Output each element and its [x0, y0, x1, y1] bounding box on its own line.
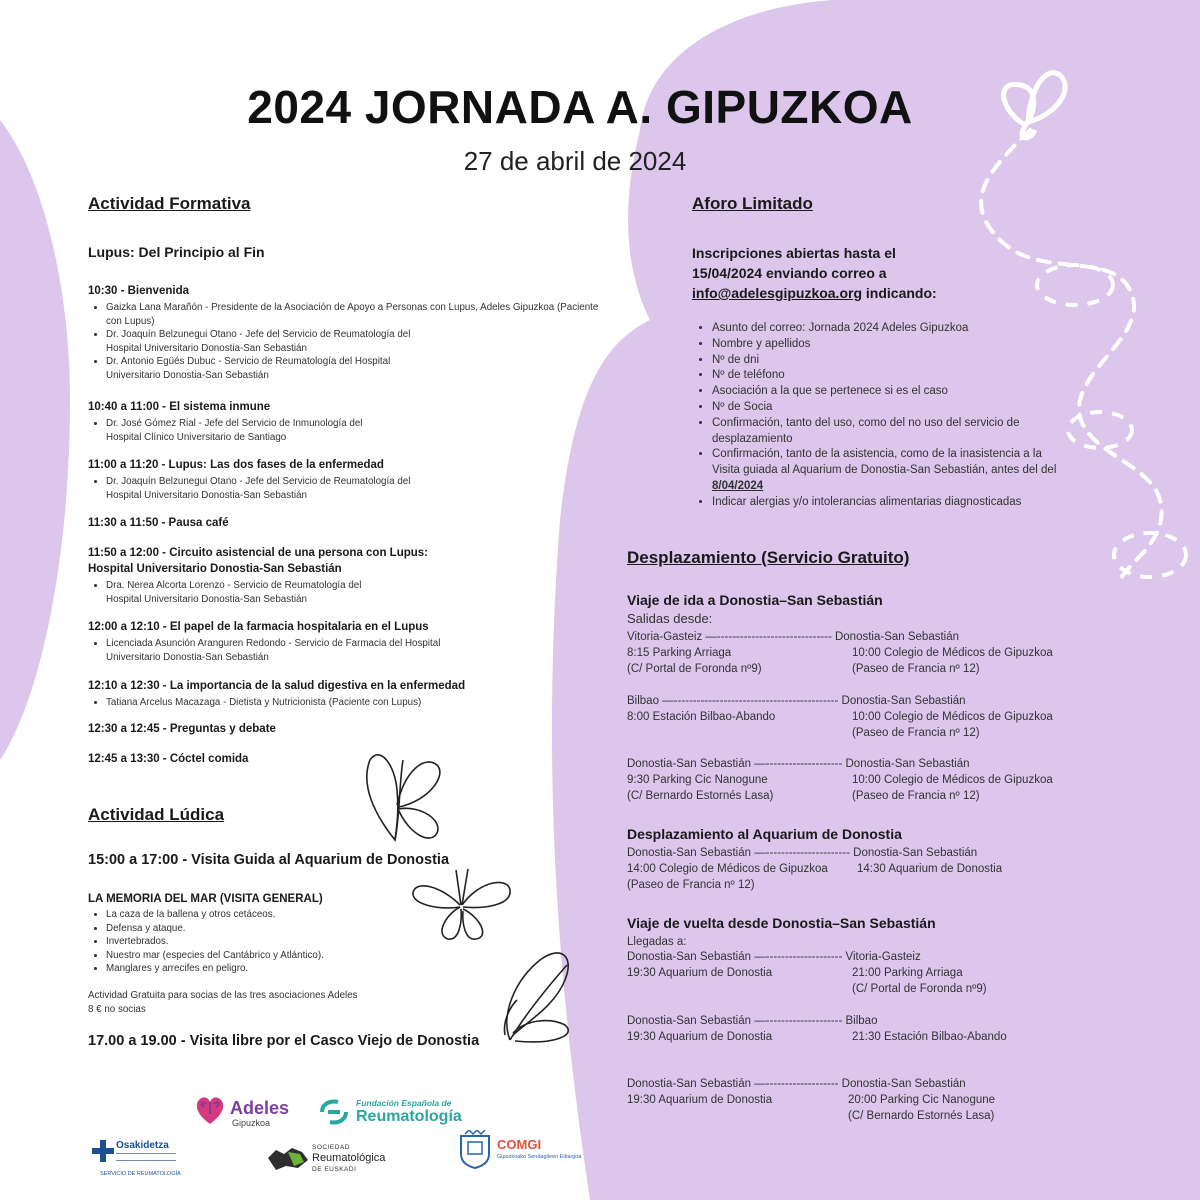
- requirement-item: • Nº de dni: [712, 353, 1062, 369]
- comgi-logo-text: COMGI: [497, 1137, 542, 1152]
- comgi-logo-sub: Gipuzkoako Sendagileen Elkargoa: [497, 1154, 582, 1160]
- requirement-item: • Indicar alergias y/o intolerancias alimentarias diagnosticadas: [712, 495, 1062, 511]
- route-arrive-address: (Paseo de Francia nº 12): [852, 727, 980, 739]
- memoria-item: • Invertebrados.: [106, 935, 324, 949]
- adeles-logo-sub: Gipuzkoa: [232, 1118, 271, 1128]
- requirement-visita-date: 8/04/2024: [712, 479, 764, 492]
- session-7: [88, 678, 608, 710]
- ser-logo-line2: Reumatológica: [312, 1152, 386, 1164]
- ludica-heading: Actividad Lúdica: [88, 805, 225, 824]
- memoria-item: • Nuestro mar (especies del Cantábrico y Atlántico).: [106, 949, 324, 963]
- route-arrive: 21:30 Estación Bilbao-Abando: [852, 1031, 1007, 1043]
- session-1: [88, 283, 608, 382]
- speaker-item: • Dr. Antonio Egüés Dubuc - Servicio de Reumatología del Hospital Universitario Donostia-San Sebastián: [106, 355, 396, 382]
- route-arrive: 10:00 Colegio de Médicos de Gipuzkoa: [852, 711, 1053, 723]
- session-title: 10:30 - Bienvenida: [88, 285, 189, 297]
- osakidetza-cross-icon: [92, 1140, 114, 1162]
- adeles-logo: [192, 1090, 302, 1130]
- route-depart-address: (C/ Bernardo Estornés Lasa): [627, 790, 774, 802]
- requirement-item: • Confirmación, tanto del uso, como del no uso del servicio de desplazamiento: [712, 416, 1062, 448]
- speaker-item: • Dr. Joaquín Belzunegui Otano - Jefe del Servicio de Reumatología del Hospital Universitario Donostia-San Sebastián: [106, 475, 446, 502]
- route-depart: 9:30 Parking Cic Nanogune: [627, 774, 768, 786]
- requirement-item: • Nº de teléfono: [712, 368, 1062, 384]
- memoria-item: • Manglares y arrecifes en peligro.: [106, 962, 324, 976]
- butterfly-outline-icon-1: [355, 745, 450, 850]
- route-depart-address: (C/ Portal de Foronda nº9): [627, 663, 762, 675]
- route-header: Donostia-San Sebastián —-------------------- Vitoria-Gasteiz: [627, 951, 921, 963]
- butterfly-outline-icon-2: [410, 865, 515, 945]
- session-5: [88, 545, 608, 606]
- memoria-item: • La caza de la ballena y otros cetáceos.: [106, 908, 324, 922]
- requirement-item: • Asociación a la que se pertenece si es el caso: [712, 384, 1062, 400]
- memoria-title: LA MEMORIA DEL MAR (VISITA GENERAL): [88, 893, 323, 905]
- route-depart-address: (Paseo de Francia nº 12): [627, 879, 755, 891]
- price-note-1: Actividad Gratuita para socias de las tres asociaciones Adeles: [88, 990, 358, 1001]
- aforo-intro-line-3: indicando:: [862, 285, 937, 301]
- route-arrive-address: (Paseo de Francia nº 12): [852, 663, 980, 675]
- session-6: [88, 619, 608, 664]
- speaker-item: • Licenciada Asunción Aranguren Redondo - Servicio de Farmacia del Hospital Universitario Donostia-San Sebastián: [106, 637, 446, 664]
- route-header: Donostia-San Sebastián —------------------- Donostia-San Sebastián: [627, 1078, 966, 1090]
- butterfly-outline-icon-3: [495, 945, 580, 1050]
- desplazamiento-heading: Desplazamiento (Servicio Gratuito): [627, 548, 910, 567]
- lavender-blob-left: [0, 120, 70, 760]
- requirement-item: • Nombre y apellidos: [712, 337, 1062, 353]
- ser-logo-line1: SOCIEDAD: [312, 1144, 350, 1151]
- session-9: [88, 751, 248, 767]
- requirement-item: • Nº de Socia: [712, 400, 1062, 416]
- aforo-intro-line-1: Inscripciones abiertas hasta el: [692, 245, 896, 261]
- comgi-shield-icon: [457, 1130, 493, 1170]
- adeles-heart-icon: [192, 1090, 228, 1128]
- speaker-item: • Dr. José Gómez Rial - Jefe del Servicio de Inmunología del Hospital Clínico Universitario de Santiago: [106, 417, 396, 444]
- route-header: Vitoria-Gasteiz —------------------------------ Donostia-San Sebastián: [627, 631, 960, 643]
- route-arrive: 21:00 Parking Arriaga: [852, 967, 963, 979]
- fer-logo-main: Reumatología: [356, 1108, 462, 1125]
- route-header: Donostia-San Sebastián —-------------------- Donostia-San Sebastián: [627, 758, 970, 770]
- requirement-visita-text: Confirmación, tanto de la asistencia, como de la inasistencia a la Visita guiada al Aquarium de Donostia-San Sebastián, antes del del: [712, 448, 1057, 477]
- session-title: 11:00 a 11:20 - Lupus: Las dos fases de la enfermedad: [88, 459, 384, 471]
- ser-logo-line3: DE EUSKADI: [312, 1166, 357, 1173]
- ser-logo: [266, 1142, 396, 1178]
- route-arrive-address: (C/ Portal de Foronda nº9): [852, 983, 987, 995]
- route-header: Donostia-San Sebastián —---------------------- Donostia-San Sebastián: [627, 847, 978, 859]
- formativa-subtitle: Lupus: Del Principio al Fin: [88, 244, 265, 260]
- ludica-visit-aquarium: 15:00 a 17:00 - Visita Guida al Aquarium de Donostia: [88, 852, 450, 868]
- requirement-item: [712, 447, 1062, 494]
- ludica-visit-casco-viejo: 17.00 a 19.00 - Visita libre por el Casco Viejo de Donostia: [88, 1033, 480, 1049]
- route-header: Bilbao —------------------------------------------- Donostia-San Sebastián: [627, 695, 966, 707]
- route-depart: 14:00 Colegio de Médicos de Gipuzkoa: [627, 863, 828, 875]
- vuelta-title: Viaje de vuelta desde Donostia–San Sebastián: [627, 915, 936, 931]
- route-depart: 8:00 Estación Bilbao-Abando: [627, 711, 776, 723]
- aforo-heading: Aforo Limitado: [692, 194, 813, 213]
- aquarium-title: Desplazamiento al Aquarium de Donostia: [627, 826, 902, 842]
- route-depart: 8:15 Parking Arriaga: [627, 647, 732, 659]
- session-title: 12:00 a 12:10 - El papel de la farmacia hospitalaria en el Lupus: [88, 621, 429, 633]
- session-title: 12:45 a 13:30 - Cóctel comida: [88, 753, 249, 765]
- speaker-item: • Dr. Joaquín Belzunegui Otano - Jefe del Servicio de Reumatología del Hospital Universitario Donostia-San Sebastián: [106, 328, 436, 355]
- route-arrive-address: (Paseo de Francia nº 12): [852, 790, 980, 802]
- session-title: 11:50 a 12:00 - Circuito asistencial de una persona con Lupus: Hospital Universitario Donostia-San Sebastián: [88, 547, 428, 575]
- ida-sub: Salidas desde:: [627, 611, 713, 626]
- fer-logo: [318, 1096, 468, 1130]
- route-arrive: 10:00 Colegio de Médicos de Gipuzkoa: [852, 774, 1053, 786]
- fer-icon: [318, 1098, 350, 1126]
- aforo-email-link[interactable]: info@adelesgipuzkoa.org: [692, 285, 863, 301]
- aforo-requirements-list: [692, 321, 1062, 511]
- vuelta-sub: Llegadas a:: [627, 936, 687, 948]
- adeles-logo-text: Adeles: [230, 1098, 290, 1118]
- price-note-2: 8 € no socias: [88, 1004, 146, 1015]
- route-arrive-address: (C/ Bernardo Estornés Lasa): [848, 1110, 995, 1122]
- route-arrive: 20:00 Parking Cic Nanogune: [848, 1094, 996, 1106]
- ser-map-icon: [266, 1144, 310, 1172]
- memoria-item: • Defensa y ataque.: [106, 922, 324, 936]
- session-3: [88, 457, 608, 502]
- memoria-list: [88, 908, 324, 976]
- route-header: Donostia-San Sebastián —-------------------- Bilbao: [627, 1015, 878, 1027]
- route-depart: 19:30 Aquarium de Donostia: [627, 1094, 773, 1106]
- session-title: 12:10 a 12:30 - La importancia de la salud digestiva en la enfermedad: [88, 680, 466, 692]
- page-title: 2024 JORNADA A. GIPUZKOA: [247, 81, 913, 133]
- fer-logo-top: Fundación Española de: [356, 1098, 452, 1108]
- route-arrive: 10:00 Colegio de Médicos de Gipuzkoa: [852, 647, 1053, 659]
- ida-title: Viaje de ida a Donostia–San Sebastián: [627, 592, 883, 608]
- session-title: 12:30 a 12:45 - Preguntas y debate: [88, 723, 276, 735]
- osakidetza-logo: [88, 1138, 198, 1182]
- osakidetza-logo-text: Osakidetza: [116, 1140, 169, 1151]
- route-arrive: 14:30 Aquarium de Donostia: [857, 863, 1003, 875]
- speaker-item: • Tatiana Arcelus Macazaga - Dietista y Nutricionista (Paciente con Lupus): [106, 696, 608, 710]
- comgi-logo: [457, 1130, 607, 1176]
- speaker-item: • Dra. Nerea Alcorta Lorenzo - Servicio de Reumatología del Hospital Universitario Donostia-San Sebastián: [106, 579, 396, 606]
- formativa-heading: Actividad Formativa: [88, 194, 251, 213]
- session-8: [88, 721, 276, 737]
- session-title: 10:40 a 11:00 - El sistema inmune: [88, 401, 271, 413]
- osakidetza-logo-sub: SERVICIO DE REUMATOLOGÍA: [100, 1171, 181, 1177]
- event-date: 27 de abril de 2024: [463, 146, 687, 176]
- requirement-item: • Asunto del correo: Jornada 2024 Adeles Gipuzkoa: [712, 321, 1062, 337]
- speaker-item: • Gaizka Lana Marañón - Presidente de la Asociación de Apoyo a Personas con Lupus, Adeles Gipuzkoa (Paciente con Lupus): [106, 301, 608, 328]
- aforo-intro-line-2: 15/04/2024 enviando correo a: [692, 265, 887, 281]
- route-depart: 19:30 Aquarium de Donostia: [627, 967, 773, 979]
- session-2: [88, 399, 608, 444]
- session-4: [88, 515, 608, 531]
- session-title: 11:30 a 11:50 - Pausa café: [88, 517, 229, 529]
- route-depart: 19:30 Aquarium de Donostia: [627, 1031, 773, 1043]
- aforo-intro: [692, 243, 937, 303]
- osakidetza-fineprint: [116, 1153, 176, 1161]
